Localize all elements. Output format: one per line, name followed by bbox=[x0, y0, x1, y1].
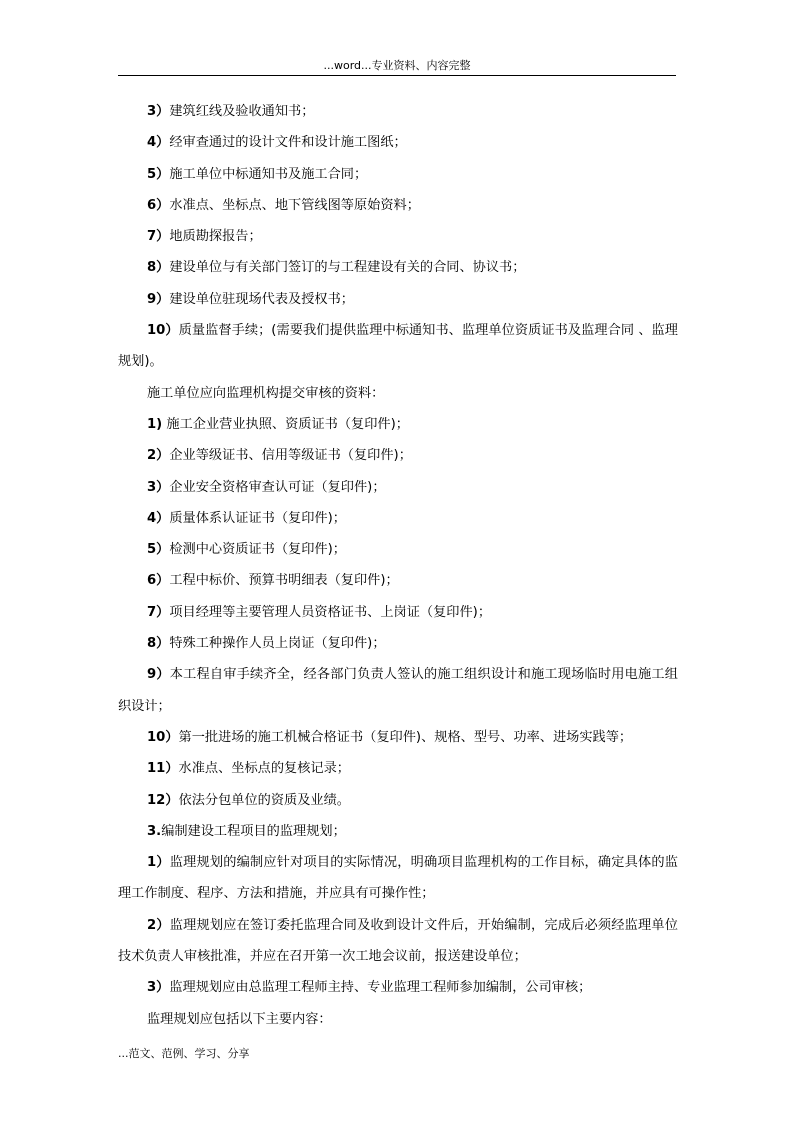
page-header: ...word...专业资料、内容完整 bbox=[323, 59, 471, 72]
list-item: 3）建筑红线及验收通知书； bbox=[147, 104, 315, 119]
list-item: 3）监理规划应由总监理工程师主持、专业监理工程师参加编制，公司审核； bbox=[147, 980, 592, 996]
list-item: 8）建设单位与有关部门签订的与工程建设有关的合同、协议书； bbox=[147, 260, 526, 276]
list-item: 11）水准点、坐标点的复核记录； bbox=[147, 761, 350, 777]
page-footer: ...范文、范例、学习、分享 bbox=[118, 1047, 250, 1060]
list-item: 9）建设单位驻现场代表及授权书； bbox=[147, 291, 354, 307]
list-item: 12）依法分包单位的资质及业绩。 bbox=[147, 792, 350, 808]
document-body bbox=[118, 96, 678, 1035]
section-intro: 监理规划应包括以下主要内容： bbox=[147, 1011, 332, 1027]
list-item: 4）经审查通过的设计文件和设计施工图纸； bbox=[147, 135, 407, 151]
list-item: 3）企业安全资格审查认可证（复印件)； bbox=[147, 479, 386, 495]
header-divider bbox=[118, 75, 676, 76]
list-item: 5）检测中心资质证书（复印件)； bbox=[147, 542, 346, 558]
list-item: 2）监理规划应在签订委托监理合同及收到设计文件后，开始编制，完成后必须经监理单位技术负责人审核批准，并应在召开第一次工地会议前，报送建设单位； bbox=[118, 917, 678, 965]
list-item: 1）监理规划的编制应针对项目的实际情况，明确项目监理机构的工作目标，确定具体的监理工作制度、程序、方法和措施，并应具有可操作性； bbox=[118, 855, 678, 902]
list-item: 4）质量体系认证证书（复印件)； bbox=[147, 510, 346, 526]
list-item: 10）第一批进场的施工机械合格证书（复印件)、规格、型号、功率、进场实践等； bbox=[147, 729, 633, 745]
list-item: 6）水准点、坐标点、地下管线图等原始资料； bbox=[147, 197, 420, 213]
list-item: 7）项目经理等主要管理人员资格证书、上岗证（复印件)； bbox=[147, 604, 492, 620]
list-item: 1) 施工企业营业执照、资质证书（复印件)； bbox=[147, 416, 409, 432]
list-item: 5）施工单位中标通知书及施工合同； bbox=[147, 166, 368, 182]
list-item: 9）本工程自审手续齐全，经各部门负责人签认的施工组织设计和施工现场临时用电施工组织设计； bbox=[118, 667, 678, 714]
list-item: 6）工程中标价、预算书明细表（复印件)； bbox=[147, 573, 399, 589]
list-item: 7）地质勘探报告； bbox=[147, 229, 262, 245]
list-item: 2）企业等级证书、信用等级证书（复印件)； bbox=[147, 448, 412, 464]
section-heading: 3.编制建设工程项目的监理规划； bbox=[147, 823, 346, 839]
section-intro: 施工单位应向监理机构提交审核的资料： bbox=[147, 385, 385, 401]
list-item: 10）质量监督手续；(需要我们提供监理中标通知书、监理单位资质证书及监理合同 、监理规划)。 bbox=[118, 323, 678, 370]
list-item: 8）特殊工种操作人员上岗证（复印件)； bbox=[147, 636, 386, 652]
